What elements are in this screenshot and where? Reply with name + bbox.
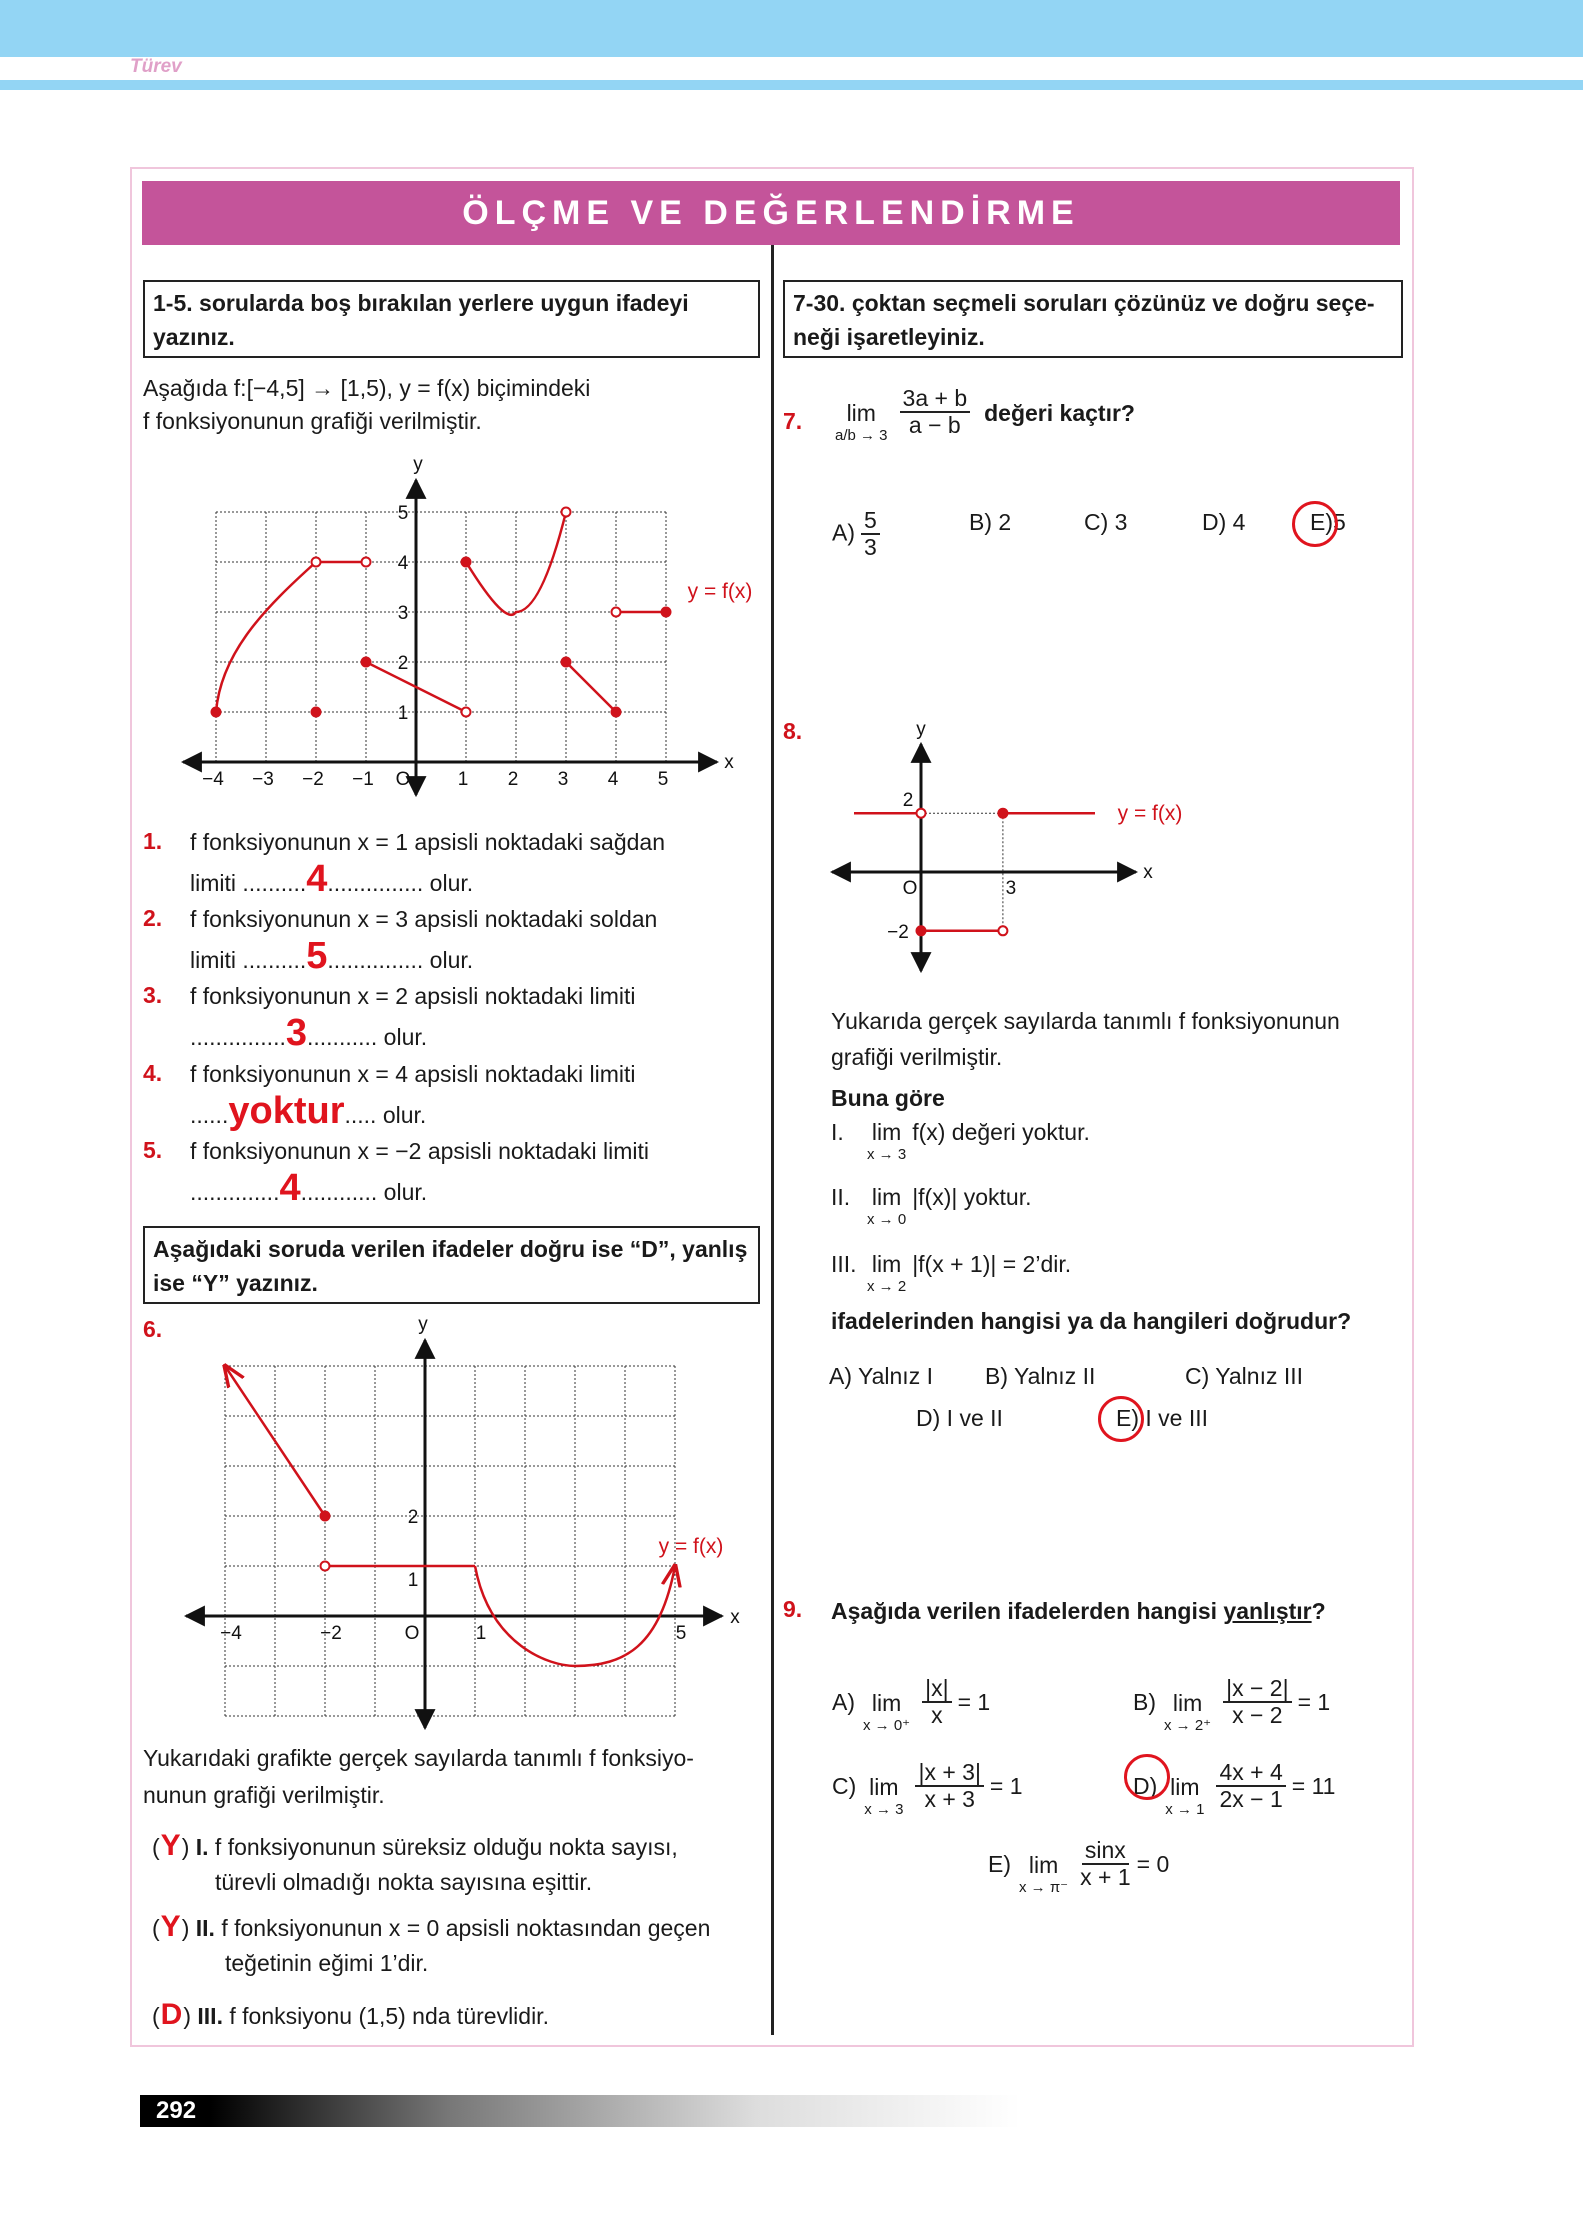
q9-option-c[interactable] xyxy=(832,1754,1023,1818)
denominator: 3 xyxy=(864,534,877,561)
question-7-expression xyxy=(835,385,1135,444)
handwritten-answer: 4 xyxy=(279,1167,301,1209)
lim-label: lim xyxy=(871,1119,902,1145)
question-7-number: 7. xyxy=(783,408,803,434)
question-text: f fonksiyonunun x = 2 apsisli noktadaki limiti xyxy=(190,983,636,1009)
numerator: 5 xyxy=(861,508,880,535)
statement xyxy=(152,2000,549,2031)
limit xyxy=(1164,1688,1211,1734)
y-tick-label: 2 xyxy=(397,653,409,674)
denominator: x xyxy=(931,1702,943,1728)
column-divider xyxy=(771,245,774,2035)
option-label: B) xyxy=(1133,1689,1156,1715)
statement-expression: f(x) değeri yoktur. xyxy=(912,1119,1090,1145)
y-axis-label: y xyxy=(916,719,926,740)
statement-line-2: türevli olmadığı nokta sayısına eşittir. xyxy=(215,1869,593,1895)
answer-blank xyxy=(190,1090,427,1132)
question-text: f fonksiyonunun x = 1 apsisli noktadaki sağdan xyxy=(190,829,666,855)
lim-label: lim xyxy=(1028,1852,1059,1878)
denominator: x + 1 xyxy=(1080,1864,1131,1890)
statement xyxy=(152,1912,710,1943)
limit xyxy=(867,1117,906,1163)
lim-sub: x → 0⁺ xyxy=(863,1717,911,1734)
y-tick-label: 1 xyxy=(407,1570,419,1591)
question-text: f fonksiyonunun x = 3 apsisli noktadaki soldan xyxy=(190,906,658,932)
q8-text-1: Yukarıda gerçek sayılarda tanımlı f fonksiyonunun xyxy=(831,1008,1340,1034)
answer-circle-q8 xyxy=(1098,1396,1144,1442)
answer-circle-q7 xyxy=(1292,501,1338,547)
blank-prefix: limiti .......... xyxy=(190,947,307,973)
answer-blank xyxy=(190,1012,428,1054)
question-number: 1. xyxy=(143,828,163,854)
limit xyxy=(835,398,888,444)
function-label: y = f(x) xyxy=(687,580,753,603)
statement-roman: II. xyxy=(195,1915,215,1941)
x-axis-label: x xyxy=(724,752,734,773)
q8-lead: Buna göre xyxy=(831,1085,945,1111)
option-rhs: = 11 xyxy=(1291,1773,1336,1799)
x-tick-label: −4 xyxy=(202,769,224,790)
blank-prefix: .............. xyxy=(190,1179,280,1205)
paren-open: ( xyxy=(152,1834,160,1860)
option-rhs: = 0 xyxy=(1136,1851,1170,1877)
numerator: |x| xyxy=(922,1676,951,1703)
function-label: y = f(x) xyxy=(658,1535,724,1558)
q9-option-e[interactable] xyxy=(988,1832,1169,1896)
lim-label: lim xyxy=(869,1774,899,1800)
y-tick-label: 4 xyxy=(397,553,409,574)
question-number: 5. xyxy=(143,1137,163,1163)
x-tick-label: 2 xyxy=(507,769,519,790)
question-number: 3. xyxy=(143,982,163,1008)
fraction xyxy=(1216,1760,1285,1813)
lim-label: lim xyxy=(871,1251,902,1277)
limit xyxy=(863,1688,910,1734)
y-tick-label: 2 xyxy=(407,1507,419,1528)
question-7-text: değeri kaçtır? xyxy=(984,400,1135,426)
q7-option-c[interactable]: C) 3 xyxy=(1084,509,1128,535)
q8-option-d[interactable]: D) I ve II xyxy=(916,1405,1003,1431)
lim-sub: x → 3 xyxy=(864,1801,904,1818)
x-tick-label: −2 xyxy=(320,1623,342,1644)
statement-roman: I. xyxy=(831,1119,844,1145)
question-number: 2. xyxy=(143,905,163,931)
lim-sub: x → 2 xyxy=(867,1278,907,1295)
question-8-number: 8. xyxy=(783,718,803,744)
fraction xyxy=(861,508,880,561)
y-tick-label: 5 xyxy=(397,503,409,524)
question-6-number: 6. xyxy=(143,1316,163,1342)
intro-line-1: Aşağıda f:[−4,5] → [1,5), y = f(x) biçimindeki xyxy=(143,375,591,401)
origin-label: O xyxy=(404,1623,420,1644)
x-tick-label: 3 xyxy=(1005,878,1017,899)
option-rhs: = 1 xyxy=(957,1689,991,1715)
y-axis-label: y xyxy=(418,1314,428,1335)
lim-sub: x → 3 xyxy=(867,1146,907,1163)
question-number: 4. xyxy=(143,1060,163,1086)
limit xyxy=(867,1249,906,1295)
handwritten-answer: 5 xyxy=(306,935,328,977)
y-tick-label: −2 xyxy=(887,921,909,943)
option-label: A) xyxy=(832,1689,855,1715)
lim-label: lim xyxy=(1170,1774,1200,1800)
q6-text-1: Yukarıdaki grafikte gerçek sayılarda tanımlı f fonksiyo- xyxy=(143,1745,694,1771)
q9-question-emphasis: yanlıştır xyxy=(1223,1598,1312,1624)
handwritten-answer[interactable]: Y xyxy=(160,1910,181,1943)
option-label: E) xyxy=(1310,509,1333,535)
page-number: 292 xyxy=(140,2095,1020,2127)
q9-option-a[interactable] xyxy=(832,1670,990,1734)
q8-statement xyxy=(831,1182,1032,1228)
q8-statement xyxy=(831,1249,1071,1295)
question-text: f fonksiyonunun x = −2 apsisli noktadaki limiti xyxy=(190,1138,649,1164)
blank-suffix: ........... olur. xyxy=(307,1024,428,1050)
blank-prefix: ............... xyxy=(190,1024,286,1050)
handwritten-answer: 4 xyxy=(306,858,328,900)
blank-suffix: ............... olur. xyxy=(327,870,474,896)
lim-label: lim xyxy=(871,1690,902,1716)
statement-roman: II. xyxy=(831,1184,851,1210)
limit xyxy=(1165,1772,1204,1818)
statement-expression: |f(x + 1)| = 2’dir. xyxy=(912,1251,1072,1277)
fraction xyxy=(915,1760,983,1813)
denominator: 2x − 1 xyxy=(1219,1786,1283,1812)
handwritten-answer[interactable]: Y xyxy=(160,1829,181,1862)
x-tick-label: 1 xyxy=(457,769,469,790)
x-axis-label: x xyxy=(730,1607,740,1628)
option-label: E) xyxy=(988,1851,1011,1877)
q8-question: ifadelerinden hangisi ya da hangileri doğrudur? xyxy=(831,1308,1352,1334)
fraction xyxy=(900,386,971,439)
top-thin-band xyxy=(0,80,1583,90)
limit xyxy=(864,1772,903,1818)
option-label: D) xyxy=(1133,1773,1158,1799)
lim-sub: a/b → 3 xyxy=(835,427,888,444)
function-label: y = f(x) xyxy=(1117,802,1183,825)
q6-text-2: nunun grafiği verilmiştir. xyxy=(143,1782,385,1808)
y-axis-label: y xyxy=(413,454,423,475)
fraction xyxy=(1080,1838,1131,1891)
x-tick-label: 5 xyxy=(657,769,669,790)
x-tick-label: 1 xyxy=(475,1623,487,1644)
origin-label: O xyxy=(902,878,918,899)
lim-label: lim xyxy=(846,400,876,426)
y-tick-label: 2 xyxy=(902,790,914,812)
numerator: 4x + 4 xyxy=(1216,1760,1285,1787)
fraction xyxy=(1223,1676,1291,1729)
instruction-box-6: Aşağıdaki soruda verilen ifadeler doğru ise “D”, yanlış ise “Y” yazınız. xyxy=(143,1226,760,1304)
intro-line-2: f fonksiyonunun grafiği verilmiştir. xyxy=(143,408,482,434)
statement-line-1: f fonksiyonunun süreksiz olduğu nokta sayısı, xyxy=(214,1834,678,1860)
q8-text-2: grafiği verilmiştir. xyxy=(831,1044,1003,1070)
x-tick-label: 3 xyxy=(557,769,569,790)
lim-label: lim xyxy=(1172,1690,1203,1716)
answer-circle-q9 xyxy=(1124,1754,1170,1800)
lim-sub: x → 0 xyxy=(867,1211,907,1228)
statement-line-1: f fonksiyonunun x = 0 apsisli noktasından geçen xyxy=(221,1915,711,1941)
paren-close: ) xyxy=(181,1915,190,1941)
lim-sub: x → 2⁺ xyxy=(1164,1717,1212,1734)
numerator: |x − 2| xyxy=(1223,1676,1291,1703)
statement-roman: III. xyxy=(831,1251,857,1277)
answer-blank xyxy=(190,935,474,977)
option-rhs: = 1 xyxy=(1297,1689,1331,1715)
y-tick-label: 3 xyxy=(397,603,409,624)
q9-question-mark: ? xyxy=(1311,1598,1326,1624)
lim-label: lim xyxy=(871,1184,902,1210)
q7-option-b[interactable]: B) 2 xyxy=(969,509,1012,535)
top-band xyxy=(0,0,1583,57)
x-tick-label: −4 xyxy=(220,1623,242,1644)
blank-suffix: ..... olur. xyxy=(344,1102,427,1128)
handwritten-answer: 3 xyxy=(285,1012,307,1054)
numerator: |x + 3| xyxy=(915,1760,983,1787)
denominator: x + 3 xyxy=(924,1786,975,1812)
denominator: a − b xyxy=(908,412,961,439)
blank-suffix: ............ olur. xyxy=(300,1179,428,1205)
fraction xyxy=(922,1676,951,1729)
handwritten-answer[interactable]: D xyxy=(160,1998,183,2031)
q8-option-b[interactable]: B) Yalnız II xyxy=(985,1363,1096,1389)
option-value: 5 xyxy=(1333,509,1346,535)
q7-option-d[interactable]: D) 4 xyxy=(1202,509,1246,535)
statement-line-2: teğetinin eğimi 1’dir. xyxy=(225,1950,429,1976)
statement-roman: III. xyxy=(197,2003,223,2029)
statement-roman: I. xyxy=(195,1834,209,1860)
y-tick-label: 1 xyxy=(397,703,409,724)
q8-statement xyxy=(831,1117,1090,1163)
instruction-box-7-30: 7-30. çoktan seçmeli soruları çözünüz ve doğru seçe- neği işaretleyiniz. xyxy=(783,280,1403,358)
q8-option-c[interactable]: C) Yalnız III xyxy=(1185,1363,1304,1389)
handwritten-answer: yoktur xyxy=(228,1090,345,1132)
limit xyxy=(867,1182,906,1228)
q9-question xyxy=(831,1596,1326,1626)
x-tick-label: 4 xyxy=(607,769,619,790)
q9-question-text: Aşağıda verilen ifadelerden hangisi xyxy=(831,1598,1224,1624)
x-tick-label: −3 xyxy=(252,769,274,790)
answer-blank xyxy=(190,1167,428,1209)
x-axis-label: x xyxy=(1143,862,1153,883)
paren-close: ) xyxy=(183,2003,192,2029)
origin-label: O xyxy=(395,769,411,790)
blank-suffix: ............... olur. xyxy=(327,947,474,973)
q7-option-a[interactable] xyxy=(832,508,886,561)
paren-open: ( xyxy=(152,2003,160,2029)
q9-option-b[interactable] xyxy=(1133,1670,1330,1734)
question-9-number: 9. xyxy=(783,1596,803,1622)
instruction-box-1-5: 1-5. sorularda boş bırakılan yerlere uygun ifadeyi yazınız. xyxy=(143,280,760,358)
question-text: f fonksiyonunun x = 4 apsisli noktadaki limiti xyxy=(190,1061,636,1087)
option-rhs: = 1 xyxy=(989,1773,1023,1799)
option-label: A) xyxy=(832,519,855,546)
lim-sub: x → 1 xyxy=(1165,1801,1205,1818)
denominator: x − 2 xyxy=(1232,1702,1283,1728)
paren-close: ) xyxy=(181,1834,190,1860)
q8-option-a[interactable]: A) Yalnız I xyxy=(829,1363,933,1389)
statement-expression: |f(x)| yoktur. xyxy=(912,1184,1032,1210)
section-header: ÖLÇME VE DEĞERLENDİRME xyxy=(142,181,1400,245)
q8-option-e[interactable]: E) I ve III xyxy=(1116,1405,1209,1431)
lim-sub: x → π⁻ xyxy=(1019,1879,1069,1896)
blank-prefix: limiti .......... xyxy=(190,870,307,896)
blank-prefix: ...... xyxy=(190,1102,229,1128)
x-tick-label: 5 xyxy=(675,1623,687,1644)
numerator: sinx xyxy=(1082,1838,1129,1865)
paren-open: ( xyxy=(152,1915,160,1941)
statement xyxy=(152,1831,678,1862)
x-tick-label: −1 xyxy=(352,769,374,790)
option-label: C) xyxy=(832,1773,857,1799)
limit xyxy=(1019,1850,1068,1896)
numerator: 3a + b xyxy=(900,386,971,413)
x-tick-label: −2 xyxy=(302,769,324,790)
statement-line-1: f fonksiyonu (1,5) nda türevlidir. xyxy=(229,2003,549,2029)
answer-blank xyxy=(190,858,474,900)
chapter-title: Türev xyxy=(130,56,182,77)
